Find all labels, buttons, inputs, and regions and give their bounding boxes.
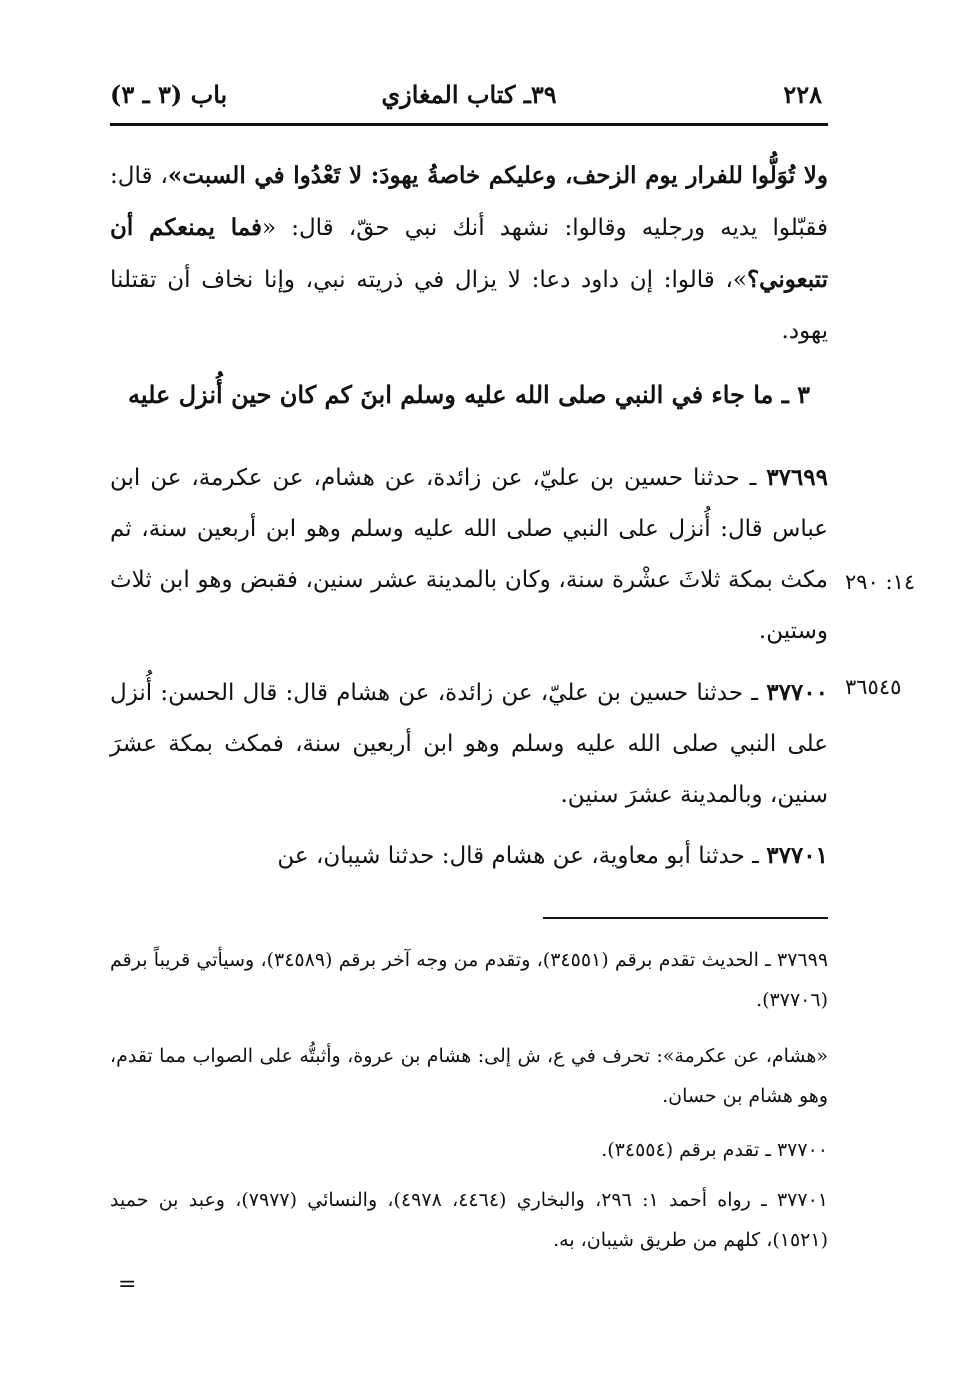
hadith-text: ـ حدثنا حسين بن عليّ، عن زائدة، عن هشام قال: قال الحسن: أُنزل على النبي صلى الله عليه وسلم وهو ابن أربعين سنة، فمكث بمكة عشرَ سنين، وبالمدينة عشرَ سنين. — [110, 680, 828, 808]
hadith-number: ٣٧٧٠٠ — [766, 679, 828, 706]
hadith-37700 — [110, 667, 828, 821]
page-header — [110, 80, 828, 120]
paragraph-continuation — [110, 150, 828, 357]
paragraph-text: »، قالوا: إن داود دعا: لا يزال في ذريته نبي، وإنا نخاف أن تقتلنا يهود. — [110, 267, 828, 344]
chapter-label: باب (٣ ـ ٣) — [110, 80, 228, 109]
hadith-number: ٣٧٧٠١ — [766, 842, 828, 869]
footnote: ٣٧٧٠١ ـ رواه أحمد ١: ٢٩٦، والبخاري (٤٤٦٤، ٤٩٧٨)، والنسائي (٧٩٧٧)، وعبد بن حميد (١٥٢١)، كلهم من طريق شيبان، به. — [110, 1189, 828, 1251]
page-number: ٢٢٨ — [783, 80, 822, 109]
hadith-37701 — [110, 830, 828, 882]
quote-bold-lead: ولا تُوَلُّوا للفرار يوم الزحف، وعليكم خاصةُ يهودَ: لا تَعْدُوا في السبت» — [167, 162, 829, 189]
hadith-37699 — [110, 452, 828, 657]
margin-reference: ١٤: ٢٩٠ — [845, 570, 916, 594]
hadith-text: ـ حدثنا أبو معاوية، عن هشام قال: حدثنا شيبان، عن — [277, 843, 767, 869]
footnote-rule — [543, 917, 828, 919]
footnote: «هشام، عن عكرمة»: تحرف في ع، ش إلى: هشام بن عروة، وأثبتُّه على الصواب مما تقدم، وهو هشام بن حسان. — [110, 1045, 828, 1107]
book-title: ٣٩ـ كتاب المغازي — [381, 80, 557, 109]
margin-reference: ٣٦٥٤٥ — [845, 675, 902, 699]
header-rule — [110, 123, 828, 126]
footnote: ٣٧٦٩٩ ـ الحديث تقدم برقم (٣٤٥٥١)، وتقدم من وجه آخر برقم (٣٤٥٨٩)، وسيأتي قريباً برقم (٣٧٧٠٦). — [110, 949, 829, 1011]
quote-bold-mid: فما يمنعكم أن تتبعوني؟ — [110, 214, 828, 293]
footnote: ٣٧٧٠٠ ـ تقدم برقم (٣٤٥٥٤). — [601, 1139, 828, 1161]
continuation-mark: = — [118, 1272, 137, 1297]
section-heading: ٣ ـ ما جاء في النبي صلى الله عليه وسلم ابنَ كم كان حين أُنزل عليه — [127, 380, 811, 409]
hadith-number: ٣٧٦٩٩ — [766, 464, 828, 491]
paragraph-text: ، قال: فقبّلوا يديه ورجليه وقالوا: نشهد أنك نبي حقّ، قال: « — [110, 163, 828, 241]
hadith-text: ـ حدثنا حسين بن عليّ، عن زائدة، عن هشام، عن عكرمة، عن ابن عباس قال: أُنزل على النبي صلى الله عليه وسلم وهو ابن أربعين سنة، ثم مكث بمكة ثلاثَ عشْرة سنة، وكان بالمدينة عشر سنين، فقبض وهو ابن ثلاث وستين. — [110, 465, 828, 644]
